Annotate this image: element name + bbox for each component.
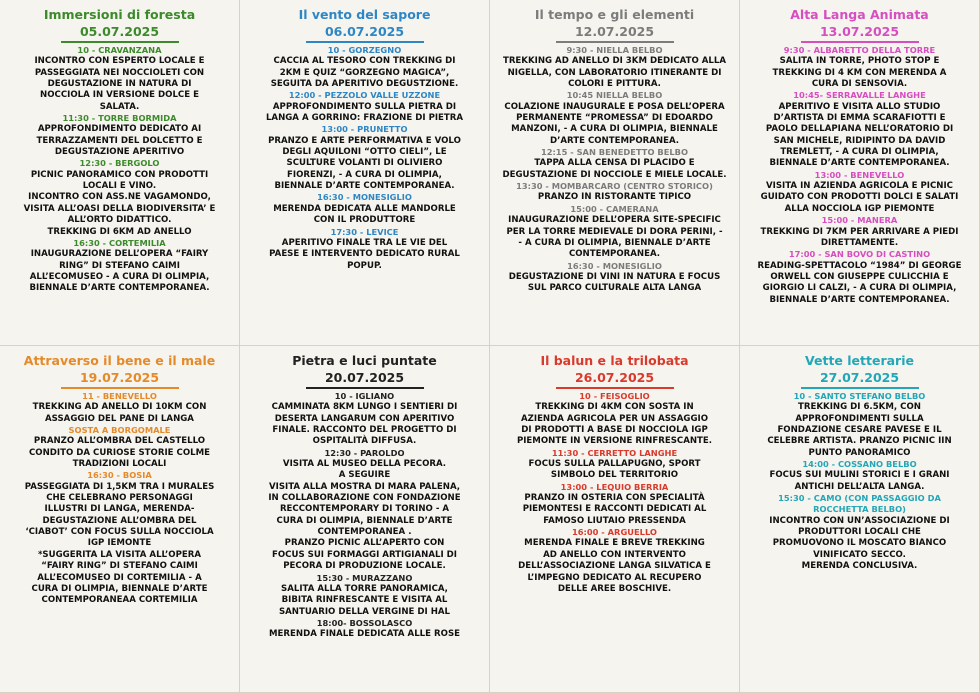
stop-description: PICNIC PANORAMICO CON PRODOTTI LOCALI E VINO. INCONTRO CON ASS.NE VAGAMONDO, VISITA ALL’OASI DELLA BIODIVERSITA’ E ALL’ORTO DIDATTICO. TREKKING DI 6KM AD ANELLO (23, 169, 216, 237)
stop-time-place: 9:30 - NIELLA BELBO (566, 45, 663, 55)
divider (306, 41, 424, 43)
stop-item (5, 113, 234, 158)
event-card (490, 0, 740, 346)
stop-description: PRANZO ALL’OMBRA DEL CASTELLO CONDITO DA CURIOSE STORIE COLME TRADIZIONI LOCALI (28, 436, 211, 470)
stop-item (245, 192, 484, 226)
stop-item (745, 391, 974, 459)
stop-list (245, 391, 484, 641)
stop-list (495, 391, 734, 595)
stop-description: *SUGGERITA LA VISITA ALL’OPERA “FAIRY RING” DI STEFANO CAIMI ALL’ECOMUSEO DI CORTEMILIA - A CURA DI OLIMPIA, BIENNALE D’ARTE CONTEMPORANEAA CORTEMILIA (31, 549, 208, 606)
stop-item (745, 45, 974, 90)
divider (306, 387, 424, 389)
event-title: Alta Langa Animata (790, 7, 929, 22)
stop-item (745, 493, 974, 572)
divider (61, 41, 179, 43)
event-card (740, 0, 980, 346)
stop-description: APERITIVO FINALE TRA LE VIE DEL PAESE E INTERVENTO DEDICATO RURAL POPUP. (269, 237, 460, 271)
stop-time-place: 15:30 - CAMO (CON PASSAGGIO DA ROCCHETTA BELBO) (778, 493, 941, 515)
stop-description: DEGUSTAZIONE DI VINI IN NATURA E FOCUS SUL PARCO CULTURALE ALTA LANGA (508, 271, 721, 294)
stop-time-place: 12:15 - SAN BENEDETTO BELBO (540, 147, 689, 158)
stop-description: APPROFONDIMENTO SULLA PIETRA DI LANGA A GORRINO: FRAZIONE DI PIETRA (265, 101, 464, 124)
event-title: Attraverso il bene e il male (23, 353, 216, 368)
event-card (740, 346, 980, 693)
stop-description: FOCUS SULLA PALLAPUGNO, SPORT SIMBOLO DEL TERRITORIO (528, 459, 701, 481)
stop-item (245, 391, 484, 448)
stop-description: COLAZIONE INAUGURALE E POSA DELL’OPERA PERMANENTE “PROMESSA” DI EDOARDO MANZONI, - A CURA DI OLIMPIA, BIENNALE D’ARTE CONTEMPORANEA. (504, 101, 725, 146)
stop-time-place: 10:45 NIELLA BELBO (566, 90, 663, 101)
stop-description: TAPPA ALLA CENSA DI PLACIDO E DEGUSTAZIONE DI NOCCIOLE E MIELE LOCALE. (502, 158, 727, 180)
stop-time-place: 10 - IGLIANO (334, 391, 395, 401)
stop-description: PRANZO E ARTE PERFORMATIVA E VOLO DEGLI AQUILONI “OTTO CIELI”, LE SCULTURE VOLANTI DI OLIVIERO FIORENZI, - A CURA DI OLIMPIA, BIENNALE D’ARTE CONTEMPORANEA. (268, 135, 461, 192)
stop-description: APERITIVO E VISITA ALLO STUDIO D’ARTISTA DI EMMA SCARAFIOTTI E PAOLO DELLAPIANA NELL’ORATORIO DI SAN MICHELE, RIDIPINTO DA DAVID TREMLETT, - A CURA DI OLIMPIA, BIENNALE D’ARTE CONTEMPORANEA. (765, 101, 954, 169)
stop-time-place: 12:00 - PEZZOLO VALLE UZZONE (288, 90, 441, 101)
stop-item (495, 482, 734, 527)
divider (556, 41, 674, 43)
stop-description: TREKKING DI 6.5KM, CON APPROFONDIMENTI SULLA FONDAZIONE CESARE PAVESE E IL CELEBRE ARTISTA. PRANZO PICNIC IIN PUNTO PANORAMICO (767, 402, 952, 458)
event-card (0, 346, 240, 693)
event-date: 26.07.2025 (574, 370, 655, 385)
stop-time-place: 10 - GORZEGNO (327, 45, 402, 55)
stop-list (5, 391, 234, 607)
stop-time-place: 10 - CRAVANZANA (77, 45, 162, 55)
stop-list (495, 45, 734, 295)
event-card (490, 346, 740, 693)
stop-description: INCONTRO CON UN’ASSOCIAZIONE DI PRODUTTORI LOCALI CHE PROMUOVONO IL MOSCATO BIANCO VINIFICATO SECCO. MERENDA CONCLUSIVA. (769, 515, 950, 572)
stop-item (745, 215, 974, 249)
stop-item (245, 227, 484, 272)
stop-time-place: 10 - FEISOGLIO (579, 391, 650, 401)
stop-description: VISITA AL MUSEO DELLA PECORA. A SEGUIRE VISITA ALLA MOSTRA DI MARA PALENA, IN COLLABORAZIONE CON FONDAZIONE RECCONTEMPORARY DI TORINO - A CURA DI OLIMPIA, BIENNALE D’ARTE CONTEMPORANEA . PRANZO PICNIC ALL’APERTO CON FOCUS SUI FORMAGGI ARTIGIANALI DI PECORA DI PRODUZIONE LOCALE. (268, 459, 461, 572)
stop-time-place: 9:30 - ALBARETTO DELLA TORRE (783, 45, 936, 55)
stop-time-place: 16:30 - BOSIA (87, 470, 152, 481)
event-date: 12.07.2025 (574, 24, 655, 39)
stop-description: MERENDA FINALE DEDICATA ALLE ROSE (268, 629, 461, 640)
stop-item (5, 238, 234, 295)
stop-description: FOCUS SUI MULINI STORICI E I GRANI ANTICHI DELL’ALTA LANGA. (769, 470, 950, 492)
stop-description: APPROFONDIMENTO DEDICATO AI TERRAZZAMENTI DEL DOLCETTO E DEGUSTAZIONE APERITIVO (36, 124, 203, 158)
stop-item (495, 45, 734, 90)
event-card (240, 346, 490, 693)
stop-item (495, 147, 734, 181)
stop-description: SALITA ALLA TORRE PANORAMICA, BIBITA RINFRESCANTE E VISITA AL SANTUARIO DELLA VERGINE DI HAL (278, 583, 451, 617)
stop-description: CAMMINATA 8KM LUNGO I SENTIERI DI DESERTA LANGARUM CON APERITIVO FINALE. RACCONTO DEL PROGETTO DI OSPITALITÀ DIFFUSA. (271, 402, 458, 447)
stop-item (245, 124, 484, 192)
stop-item (495, 391, 734, 448)
stop-time-place: 17:00 - SAN BOVO DI CASTINO (788, 249, 931, 260)
stop-item (245, 448, 484, 573)
stop-description: MERENDA DEDICATA ALLE MANDORLE CON IL PRODUTTORE (273, 203, 456, 226)
stop-item (495, 261, 734, 295)
stop-description: VISITA IN AZIENDA AGRICOLA E PICNIC GUIDATO CON PRODOTTI DOLCI E SALATI ALLA NOCCIOLA IGP PIEMONTE (760, 181, 959, 214)
stop-item (245, 45, 484, 90)
stop-list (5, 45, 234, 295)
stop-description: CACCIA AL TESORO CON TREKKING DI 2KM E QUIZ “GORZEGNO MAGICA”, SEGUITA DA APERITIVO DEGUSTZIONE. (270, 56, 459, 90)
stop-description: TREKKING AD ANELLO DI 3KM DEDICATO ALLA NIGELLA, CON LABORATORIO ITINERANTE DI COLORI E PITTURA. (502, 56, 727, 90)
stop-description: READING-SPETTACOLO “1984” DI GEORGE ORWELL CON GIUSEPPE CULICCHIA E GIORGIO LI CALZI, - A CURA DI OLIMPIA, BIENNALE D’ARTE CONTEMPORANEA. (757, 260, 962, 305)
event-title: Immersioni di foresta (43, 7, 196, 22)
stop-item (745, 459, 974, 493)
divider (801, 41, 919, 43)
stop-time-place: 12:30 - PAROLDO (324, 447, 405, 458)
stop-item (495, 90, 734, 147)
stop-item (5, 550, 234, 607)
stop-item (245, 573, 484, 618)
stop-time-place: 13:00 - LEQUIO BERRIA (560, 481, 669, 492)
event-date: 19.07.2025 (79, 370, 160, 385)
event-date: 27.07.2025 (819, 370, 900, 385)
stop-description: INCONTRO CON ESPERTO LOCALE E PASSEGGIATA NEI NOCCIOLETI CON DEGUSTAZIONE IN NATURA DI NOCCIOLA IN VERSIONE DOLCE E SALATA. (34, 56, 205, 112)
stop-time-place: 16:30 - MONESIGLIO (317, 192, 412, 203)
event-title: Il balun e la trilobata (540, 353, 689, 368)
stop-description: TREKKING DI 7KM PER ARRIVARE A PIEDI DIRETTAMENTE. (760, 226, 959, 248)
stop-description: INAUGURAZIONE DELL’OPERA SITE-SPECIFIC PER LA TORRE MEDIEVALE DI DORA PERINI, - - A CURA DI OLIMPIA, BIENNALE D’ARTE CONTEMPORANEA. (506, 215, 723, 260)
stop-time-place: 18:00- BOSSOLASCO (316, 617, 413, 628)
divider (801, 387, 919, 389)
stop-item (5, 158, 234, 237)
stop-item (5, 45, 234, 113)
stop-time-place: 16:30 - CORTEMILIA (73, 237, 166, 248)
stop-description: MERENDA FINALE E BREVE TREKKING AD ANELLO CON INTERVENTO DELL’ASSOCIAZIONE LANGA SILVATICA E L’IMPEGNO DEDICATO AL RECUPERO DELLE AREE BOSCHIVE. (518, 538, 711, 594)
stop-description: INAUGURAZIONE DELL’OPERA “FAIRY RING” DI STEFANO CAIMI ALL’ECOMUSEO - A CURA DI OLIMPIA, BIENNALE D’ARTE CONTEMPORANEA. (29, 249, 210, 294)
stop-list (745, 45, 974, 306)
stop-item (5, 470, 234, 549)
stop-item (745, 90, 974, 169)
stop-time-place: 11:30 - TORRE BORMIDA (62, 113, 177, 124)
stop-item (495, 448, 734, 482)
event-date: 20.07.2025 (324, 370, 405, 385)
event-title: Il tempo e gli elementi (534, 7, 695, 22)
stop-item (5, 391, 234, 425)
stop-time-place: 11:30 - CERRETTO LANGHE (551, 447, 678, 458)
stop-time-place: 16:30 - MONESIGLIO (567, 260, 662, 271)
stop-description: PASSEGGIATA DI 1,5KM TRA I MURALES CHE CELEBRANO PERSONAGGI ILLUSTRI DI LANGA, MERENDA- DEGUSTAZIONE ALL’OMBRA DEL ‘CIABOT’ CON FOCUS SULLA NOCCIOLA IGP IEMONTE (24, 481, 215, 549)
stop-time-place: 15:30 - MURAZZANO (316, 572, 413, 583)
stop-description: TREKKING DI 4KM CON SOSTA IN AZIENDA AGRICOLA PER UN ASSAGGIO DI PRODOTTI A BASE DI NOCCIOLA IGP PIEMONTE IN VERSIONE RINFRESCANTE. (516, 402, 713, 447)
stop-item (745, 249, 974, 306)
stop-description: TREKKING AD ANELLO DI 10KM CON ASSAGGIO DEL PANE DI LANGA (32, 402, 207, 424)
stop-item (495, 527, 734, 595)
stop-item (495, 204, 734, 261)
stop-time-place: 10:45- SERRAVALLE LANGHE (793, 90, 926, 101)
stop-item (745, 170, 974, 215)
stop-description: PRANZO IN OSTERIA CON SPECIALITÀ PIEMONTESI E RACCONTI DEDICATI AL FAMOSO LIUTAIO PRESSENDA (522, 493, 707, 526)
stop-item (5, 425, 234, 470)
stop-description: PRANZO IN RISTORANTE TIPICO (537, 192, 692, 203)
stop-time-place: 13:30 - MOMBARCARO (CENTRO STORICO) (516, 181, 713, 192)
event-title: Pietra e luci puntate (292, 353, 437, 368)
stop-item (495, 181, 734, 204)
divider (61, 387, 179, 389)
stop-time-place: 11 - BENEVELLO (82, 391, 157, 401)
stop-time-place: 15:00 - MANERA (821, 215, 898, 226)
event-date: 05.07.2025 (79, 24, 160, 39)
event-title: Il vento del sapore (298, 7, 431, 22)
stop-time-place: 10 - SANTO STEFANO BELBO (793, 391, 926, 401)
stop-list (745, 391, 974, 573)
stop-time-place: 14:00 - COSSANO BELBO (802, 459, 917, 470)
event-card (0, 0, 240, 346)
event-card (240, 0, 490, 346)
divider (556, 387, 674, 389)
event-title: Vette letterarie (805, 353, 914, 368)
stop-time-place: 12:30 - BERGOLO (79, 158, 160, 169)
stop-time-place: SOSTA A BORGOMALE (68, 425, 171, 436)
stop-time-place: 16:00 - ARGUELLO (572, 527, 657, 538)
stop-time-place: 13:00 - PRUNETTO (321, 124, 408, 135)
stop-item (245, 90, 484, 124)
stop-description: SALITA IN TORRE, PHOTO STOP E TREKKING DI 4 KM CON MERENDA A CURA DI SENSOVIA. (772, 56, 947, 90)
stop-item (245, 618, 484, 641)
stop-time-place: 15:00 - CAMERANA (570, 203, 659, 214)
stop-time-place: 13:00 - BENEVELLO (814, 169, 905, 180)
stop-time-place: 17:30 - LEVICE (330, 226, 399, 237)
event-date: 13.07.2025 (819, 24, 900, 39)
event-date: 06.07.2025 (324, 24, 405, 39)
stop-list (245, 45, 484, 272)
